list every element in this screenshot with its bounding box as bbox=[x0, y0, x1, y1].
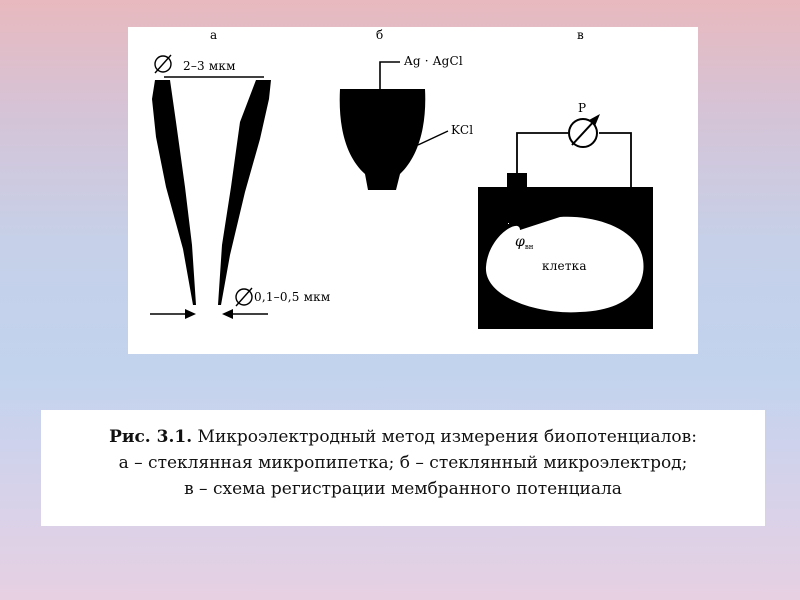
panel-label-c: в bbox=[577, 28, 584, 42]
kcl-label: KCl bbox=[451, 123, 474, 137]
kcl-leader-line bbox=[418, 131, 448, 145]
wire-label: Ag · AgCl bbox=[404, 54, 463, 68]
figure-panel bbox=[128, 27, 698, 354]
pipette-left-wall bbox=[152, 80, 196, 305]
potential-subscript: вн bbox=[524, 243, 534, 251]
meter-label: P bbox=[578, 101, 587, 115]
tip-arrow-right-head bbox=[222, 309, 233, 319]
potential-label bbox=[515, 235, 533, 251]
figure-drawing bbox=[128, 27, 698, 354]
electrode-holder bbox=[507, 173, 527, 189]
panel-label-b: б bbox=[376, 28, 384, 42]
caption-line-1 bbox=[41, 429, 765, 446]
cell-label: клетка bbox=[542, 259, 587, 273]
caption-line-2: а – стеклянная микропипетка; б – стеклянный микроэлектрод; bbox=[118, 453, 688, 473]
caption-title: Микроэлектродный метод измерения биопотенциалов: bbox=[192, 427, 697, 447]
caption-line-3: в – схема регистрации мембранного потенциала bbox=[184, 479, 622, 499]
cell-fill bbox=[508, 223, 509, 224]
circuit-wire-left bbox=[517, 133, 568, 173]
top-diameter-label: 2–3 мкм bbox=[183, 59, 236, 73]
tip-diameter-marker bbox=[150, 288, 268, 314]
electrode-body bbox=[340, 89, 426, 190]
caption-box bbox=[41, 410, 765, 526]
potential-symbol: φ bbox=[515, 234, 525, 250]
caption-prefix: Рис. 3.1. bbox=[109, 427, 193, 447]
pipette-right-wall bbox=[218, 80, 271, 305]
tip-diameter-label: 0,1–0,5 мкм bbox=[254, 290, 331, 304]
tip-arrow-left-head bbox=[185, 309, 196, 319]
panel-label-a: а bbox=[210, 28, 218, 42]
circuit-wire-right bbox=[599, 133, 631, 187]
